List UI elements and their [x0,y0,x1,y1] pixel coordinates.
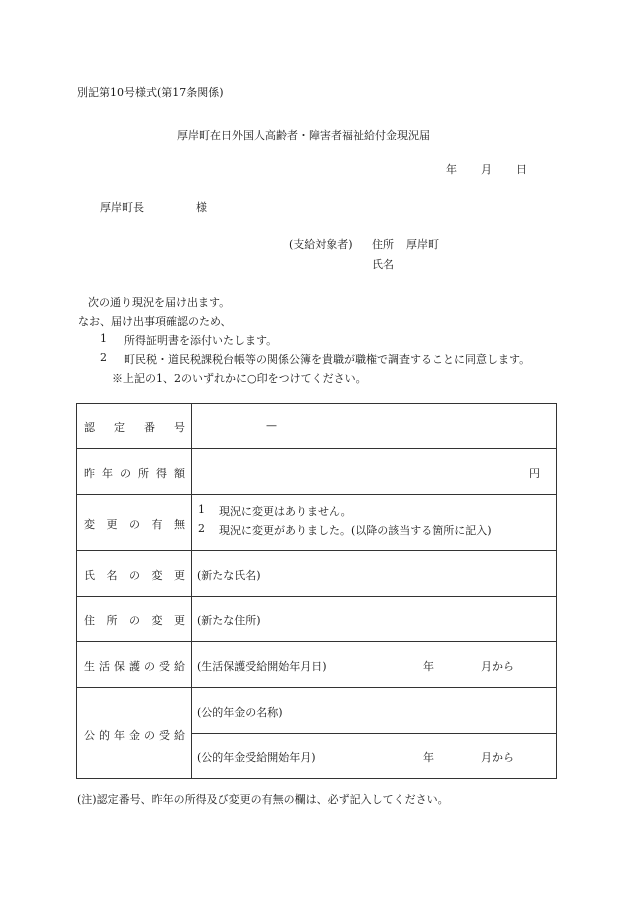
income-unit: 円 [529,467,540,480]
welfare-start-date-field[interactable]: (生活保護受給開始年月日) [197,660,327,673]
pension-from-label: 月から [481,751,514,764]
income-label [84,465,185,481]
label-char: の [144,660,155,673]
label-char: 変 [151,614,163,627]
footnote: (注)認定番号、昨年の所得及び変更の有無の欄は、必ず記入してください。 [77,793,449,806]
label-char: 番 [144,421,155,434]
label-char: 有 [151,518,163,531]
address-change-label [84,612,185,628]
label-char: 給 [174,660,185,673]
option-2-number: 2 [100,351,107,364]
label-char: 認 [84,421,95,434]
new-address-field[interactable]: (新たな住所) [197,614,261,627]
intro-line-1: 次の通り現況を届け出ます。 [88,296,231,309]
cert-number-field[interactable]: — [266,419,277,432]
option-1-text: 所得証明書を添付いたします。 [124,334,278,347]
pension-name-field[interactable]: (公的年金の名称) [197,706,283,719]
change-option-2[interactable]: 現況に変更がありました。(以降の該当する箇所に記入) [219,524,492,537]
pension-label [84,727,185,743]
label-char: 年 [102,467,113,480]
change-option-1[interactable]: 現況に変更はありません。 [219,505,352,518]
label-char: 氏 [84,569,95,582]
welfare-from-label: 月から [481,660,514,673]
label-char: 公 [84,729,95,742]
label-char: 号 [174,421,185,434]
form-id: 別記第10号様式(第17条関係) [77,86,224,99]
applicant-label: (支給対象者) [289,238,353,251]
label-char: 生 [84,660,95,673]
label-char: 受 [159,660,170,673]
label-char: の [129,518,140,531]
option-2-text: 町民税・道民税課税台帳等の関係公簿を貴職が職権で調査することに同意します。 [124,353,531,366]
label-char: 更 [174,569,185,582]
label-char: 更 [174,614,185,627]
welfare-label [84,658,185,674]
label-char: 名 [106,569,118,582]
label-char: 護 [129,660,140,673]
label-char: 更 [106,518,118,531]
label-char: 給 [174,729,185,742]
label-char: 所 [106,614,118,627]
change-label [84,516,185,532]
page-title: 厚岸町在日外国人高齢者・障害者福祉給付金現況届 [177,129,430,142]
intro-line-2: なお、届け出事項確認のため、 [78,315,232,328]
label-char: 定 [114,421,125,434]
label-char: 保 [114,660,125,673]
label-char: 住 [84,614,95,627]
label-char: 活 [99,660,110,673]
label-char: の [129,614,140,627]
name-change-label [84,567,185,583]
applicant-address-label: 住所 [372,238,394,251]
date-year-label: 年 [446,163,457,176]
label-char: 得 [156,467,167,480]
label-char: 額 [174,467,185,480]
change-option-1-number: 1 [198,503,205,516]
label-char: 変 [151,569,163,582]
applicant-name-label: 氏名 [372,258,394,271]
addressee-honorific: 様 [196,201,207,214]
label-char: の [120,467,131,480]
applicant-address-value: 厚岸町 [406,238,439,251]
pension-start-date-field[interactable]: (公的年金受給開始年月) [197,751,316,764]
label-char: 変 [84,518,95,531]
date-month-label: 月 [481,163,492,176]
label-char: 金 [129,729,140,742]
date-day-label: 日 [516,163,527,176]
label-char: 所 [138,467,149,480]
new-name-field[interactable]: (新たな氏名) [197,569,261,582]
label-char: 昨 [84,467,95,480]
intro-note: ※上記の1、2のいずれかに○印をつけてください。 [112,372,367,385]
change-option-2-number: 2 [198,522,205,535]
label-char: 無 [174,518,185,531]
welfare-year-label: 年 [423,660,434,673]
option-1-number: 1 [100,332,107,345]
label-char: の [129,569,140,582]
label-char: 受 [159,729,170,742]
label-char: 的 [99,729,110,742]
pension-year-label: 年 [423,751,434,764]
label-char: 年 [114,729,125,742]
cert-number-label [84,419,185,435]
addressee-name: 厚岸町長 [100,201,144,214]
label-char: の [144,729,155,742]
